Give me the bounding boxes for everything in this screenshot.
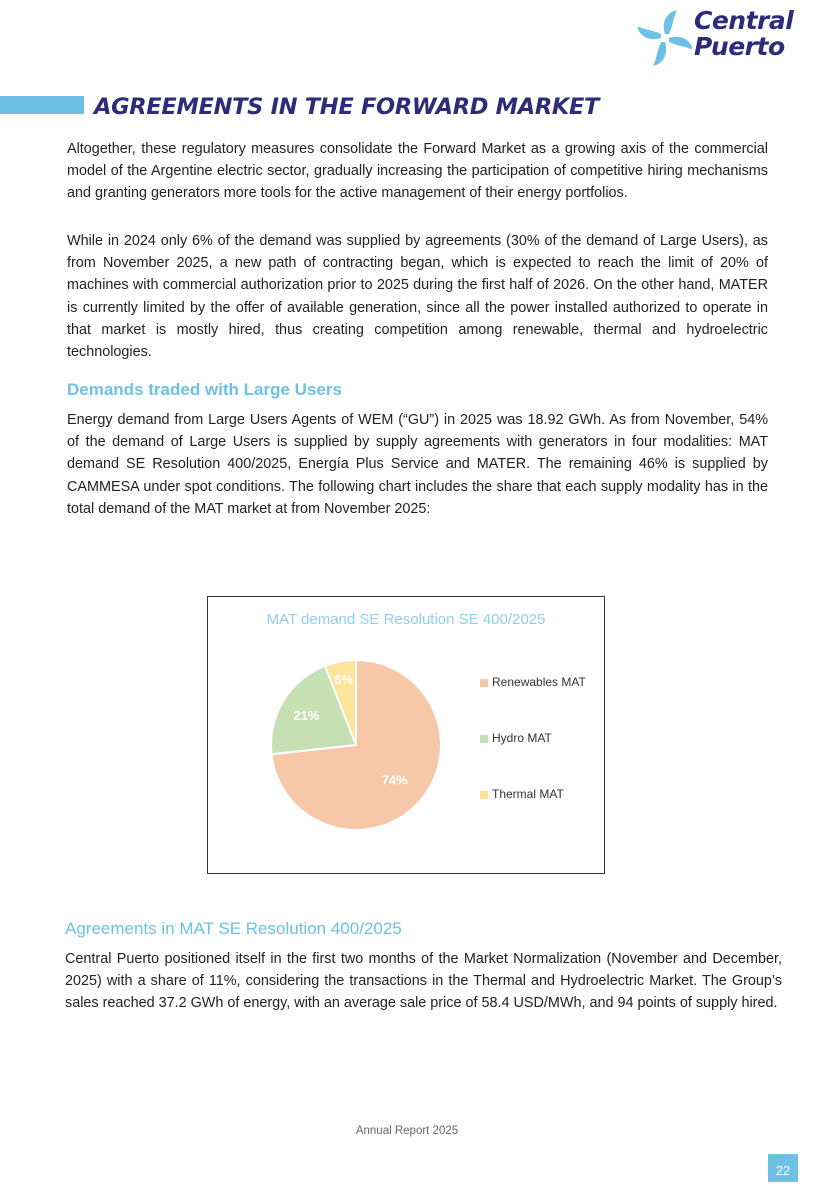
turbine-logo-icon (638, 6, 692, 68)
footer-text: Annual Report 2025 (355, 1125, 459, 1137)
paragraph-3: Energy demand from Large Users Agents of WEM (“GU”) in 2025 was 18.92 GWh. As from November, 54% of the demand of Large Users is supplied by supply agreements with generators in four modalities: MAT demand SE Resolution 400/2025, Energía Plus Service and MATER. The remaining 46% is supplied by CAMMESA under spot conditions. The following chart includes the share that each supply modality has in the total demand of the MAT market at from November 2025: (67, 412, 768, 517)
legend-item (480, 731, 552, 745)
legend-label: Thermal MAT (492, 787, 564, 801)
company-logo (638, 6, 806, 68)
subheading-large-users: Demands traded with Large Users (67, 380, 342, 399)
subheading-agreements-mat: Agreements in MAT SE Resolution 400/2025 (65, 919, 402, 938)
logo-line-1: Central (694, 6, 794, 35)
paragraph-2: While in 2024 only 6% of the demand was supplied by agreements (30% of the demand of Large Users), as from November 2025, a new path of contracting began, which is expected to reach the limit of 20% of machines with commercial authorization prior to 2025 during the first half of 2026. On the other hand, MATER is currently limited by the offer of available generation, since all the power installed authorized to operate in that market is mostly hired, thus creating competition among renewable, thermal and hydroelectric technologies. (67, 233, 768, 361)
legend-label: Renewables MAT (492, 675, 586, 689)
pie-chart (207, 596, 605, 874)
legend-item (480, 675, 586, 689)
paragraph-4: Central Puerto positioned itself in the first two months of the Market Normalization (November and December, 2025) with a share of 11%, considering the transactions in the Thermal and Hydroelectric Market. The Group’s sales reached 37.2 GWh of energy, with an average sale price of 58.4 USD/MWh, and 94 points of supply hired. (65, 951, 782, 1012)
paragraph-1: Altogether, these regulatory measures consolidate the Forward Market as a growing axis of the commercial model of the Argentine electric sector, gradually increasing the participation of competitive hiring mechanisms and granting generators more tools for the active management of their energy portfolios. (67, 141, 768, 202)
pie-data-label: 6% (334, 672, 353, 688)
page-number: 22 (768, 1154, 798, 1182)
logo-wordmark (694, 8, 793, 60)
page-title: AGREEMENTS IN THE FORWARD MARKET (94, 94, 600, 120)
legend-swatch (480, 679, 488, 687)
pie-data-label: 74% (381, 772, 408, 788)
legend-swatch (480, 791, 488, 799)
chart-title: MAT demand SE Resolution SE 400/2025 (266, 611, 546, 628)
legend-label: Hydro MAT (492, 731, 552, 745)
legend-swatch (480, 735, 488, 743)
logo-line-2: Puerto (694, 32, 785, 61)
title-accent-bar (0, 96, 84, 114)
legend-item (480, 787, 564, 801)
pie-data-label: 21% (293, 707, 320, 723)
